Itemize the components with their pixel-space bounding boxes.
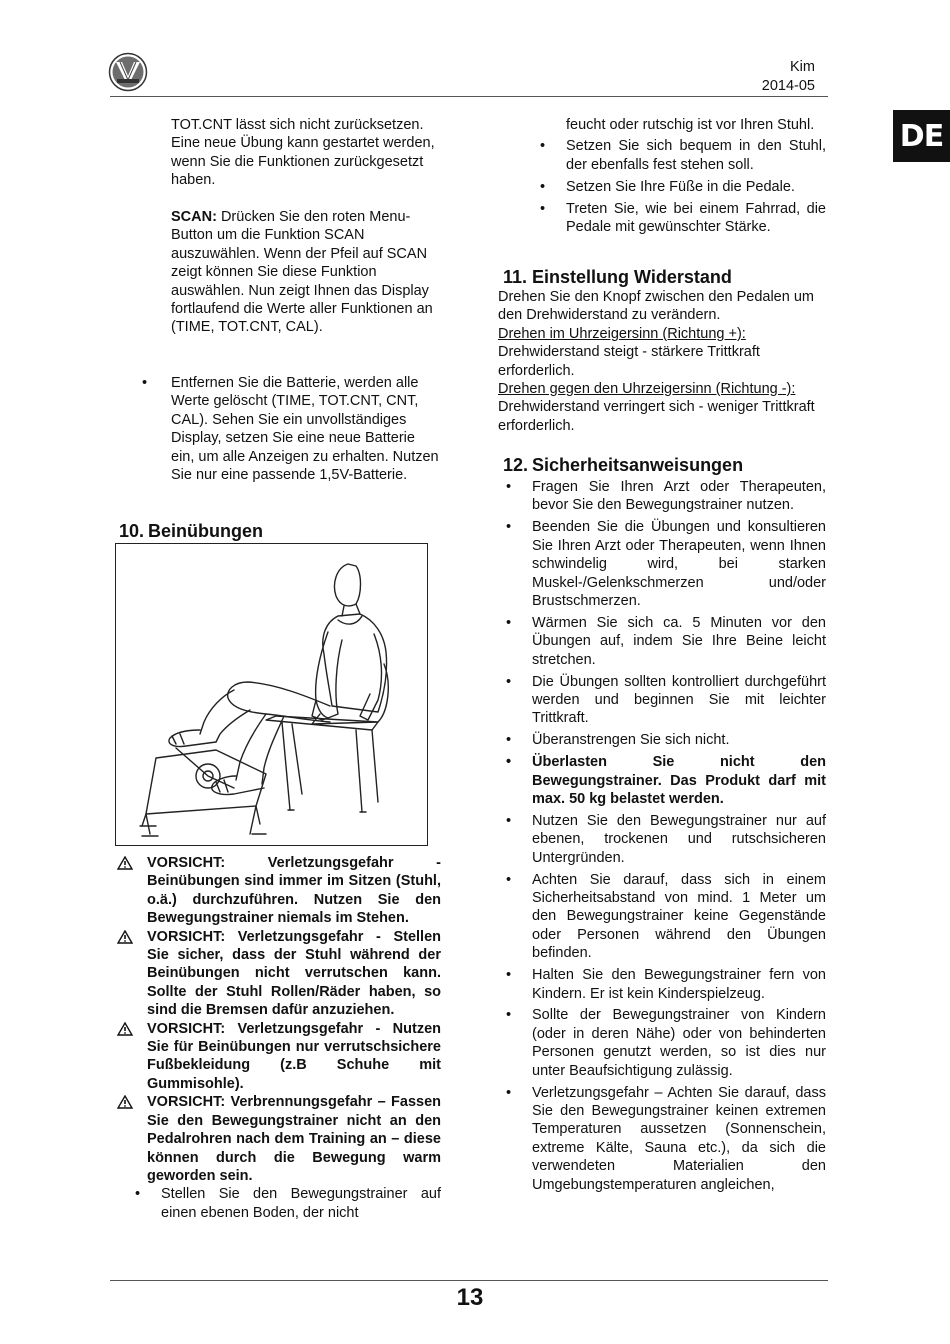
s11-cw-text: Drehwiderstand steigt - stärkere Trittkraft erforderlich. [498,344,760,379]
s11-ccw-label: Drehen gegen den Uhrzeigersinn (Richtung -): [498,381,796,398]
last-bullet-text: Stellen Sie den Bewegungstrainer auf einen ebenen Boden, der nicht [161,1186,441,1221]
header-date: 2014-05 [761,78,815,94]
language-tab: DE [893,110,950,162]
scan-paragraph [171,208,441,337]
battery-bullet-text: Entfernen Sie die Batterie, werden alle Werte gelöscht (TIME, TOT.CNT, CNT, CAL). Sehen Sie ein unvollständiges Display, setzen Sie eine neue Batterie ein, um alle Anzeigen zu erhalten. Nutzen Sie nur eine passende 1,5V-Batterie. [171,375,439,484]
list-item: • Überanstrengen Sie sich nicht. [498,731,826,749]
section-10-number: 10. [119,521,145,541]
section-10-title: Beinübungen [148,521,263,541]
list-item: • Überlasten Sie nicht den Bewegungstrainer. Das Produkt darf mit max. 50 kg belastet werden. [498,753,826,808]
safety-list [498,478,826,1194]
page-number: 13 [456,1284,484,1311]
battery-bullet: • Entfernen Sie die Batterie, werden alle Werte gelöscht (TIME, TOT.CNT, CNT, CAL). Sehen Sie ein unvollständiges Display, setzen Sie eine neue Batterie ein, um alle Anzeigen zu erhalten. Nutzen Sie nur eine passende 1,5V-Batterie. [142,375,439,484]
warning-triangle-icon [117,1022,133,1036]
brand-logo-icon [108,52,148,92]
left-column-top [171,116,441,337]
scan-text: Drücken Sie den roten Menu-Button um die Funktion SCAN auszuwählen. Wenn der Pfeil auf SCAN zeigt können Sie diese Funktion auswählen. Nun zeigt Ihnen das Display fortlaufend die Werte aller Funktionen an (TIME, TOT.CNT, CAL). [171,209,433,336]
warning-4 [114,1093,441,1185]
header-meta [762,58,815,96]
list-item: • Beenden Sie die Übungen und konsultieren Sie Ihren Arzt oder Therapeuten, wenn Ihnen schwindelig wird, bei starken Muskel-/Gelenkschmerzen und/oder Brustschmerzen. [498,518,826,610]
list-item: • Halten Sie den Bewegungstrainer fern von Kindern. Er ist kein Kinderspielzeug. [498,966,826,1003]
warning-1-text: VORSICHT: Verletzungsgefahr - Beinübungen sind immer im Sitzen (Stuhl, o.ä.) durchzuführen. Nutzen Sie den Bewegungstrainer niemals im Stehen. [147,855,441,927]
warning-3-text: VORSICHT: Verletzungsgefahr - Nutzen Sie für Beinübungen nur verrutschsichere Fußbekleidung (z.B Schuhe mit Gummisohle). [147,1020,441,1092]
last-bullet-wrap [114,1185,441,1222]
warnings-block [114,854,441,1222]
list-item: • Die Übungen sollten kontrolliert durchgeführt werden und beginnen Sie mit leichter Trittkraft. [498,673,826,728]
last-bullet [128,1185,441,1222]
setup-bullet-list [532,137,826,236]
warning-4-text: VORSICHT: Verbrennungsgefahr – Fassen Sie den Bewegungstrainer nicht an den Pedalrohren nach dem Training an – diese können durch die Bewegung warm geworden sein. [147,1094,441,1184]
list-item: • Sollte der Bewegungstrainer von Kindern (oder in deren Nähe) oder von behinderten Personen genutzt werden, so ist dies nur unter Beaufsichtigung zulässig. [498,1006,826,1080]
warning-triangle-icon [117,930,133,944]
list-item: • Fragen Sie Ihren Arzt oder Therapeuten, bevor Sie den Bewegungstrainer nutzen. [498,478,826,515]
header-divider [110,96,828,97]
warning-triangle-icon [117,856,133,870]
warning-1 [114,854,441,928]
s11-ccw-text: Drehwiderstand verringert sich - weniger Trittkraft erforderlich. [498,399,815,434]
list-item: • Wärmen Sie sich ca. 5 Minuten vor den Übungen auf, indem Sie Ihre Beine leicht stretchen. [498,614,826,669]
right-column-top [532,116,826,240]
warning-triangle-icon [117,1095,133,1109]
header-author: Kim [790,59,815,75]
list-item: • Achten Sie darauf, dass sich in einem Sicherheitsabstand von mind. 1 Meter um den Bewegungstrainer keine Gegenstände oder Personen während den Übungen befinden. [498,871,826,963]
section-11-number: 11. [503,267,528,287]
list-item: • Nutzen Sie den Bewegungstrainer nur auf ebenen, trockenen und rutschsicheren Untergründen. [498,812,826,867]
warning-2 [114,928,441,1020]
warning-3 [114,1020,441,1094]
s11-intro: Drehen Sie den Knopf zwischen den Pedalen um den Drehwiderstand zu verändern. [498,289,814,324]
leg-exercise-illustration [115,543,428,846]
continued-bullet: feucht oder rutschig ist vor Ihren Stuhl. [566,117,815,133]
warning-2-text: VORSICHT: Verletzungsgefahr - Stellen Sie sicher, dass der Stuhl während der Beinübungen nicht verrutschen kann. Sollte der Stuhl Rollen/Räder haben, so sind die Bremsen dafür anzuziehen. [147,928,441,1019]
seated-person-pedal-icon [116,544,427,845]
section-12-title: Sicherheitsanweisungen [532,455,744,475]
list-item: • Treten Sie, wie bei einem Fahrrad, die Pedale mit gewünschter Stärke. [532,200,826,237]
section-12 [498,454,826,1198]
footer-divider [110,1280,828,1281]
section-11 [498,266,828,435]
scan-label: SCAN: [171,209,217,226]
section-10-heading [119,520,441,542]
list-item: • Setzen Sie sich bequem in den Stuhl, der ebenfalls fest stehen soll. [532,137,826,174]
intro-paragraph: TOT.CNT lässt sich nicht zurücksetzen. Eine neue Übung kann gestartet werden, wenn Sie die Funktionen zurückgesetzt haben. [171,117,435,189]
list-item: • Setzen Sie Ihre Füße in die Pedale. [532,178,826,196]
section-12-number: 12. [503,455,529,475]
list-item: • Verletzungsgefahr – Achten Sie darauf, dass Sie den Bewegungstrainer keinen extremen Temperaturen aussetzen (Sonnenschein, extreme Kälte, Sauna etc.), da sich die verwendeten Materialien den Umgebungstemperaturen angleichen, [498,1084,826,1194]
section-11-title: Einstellung Widerstand [532,267,732,287]
s11-cw-label: Drehen im Uhrzeigersinn (Richtung +): [498,325,746,342]
